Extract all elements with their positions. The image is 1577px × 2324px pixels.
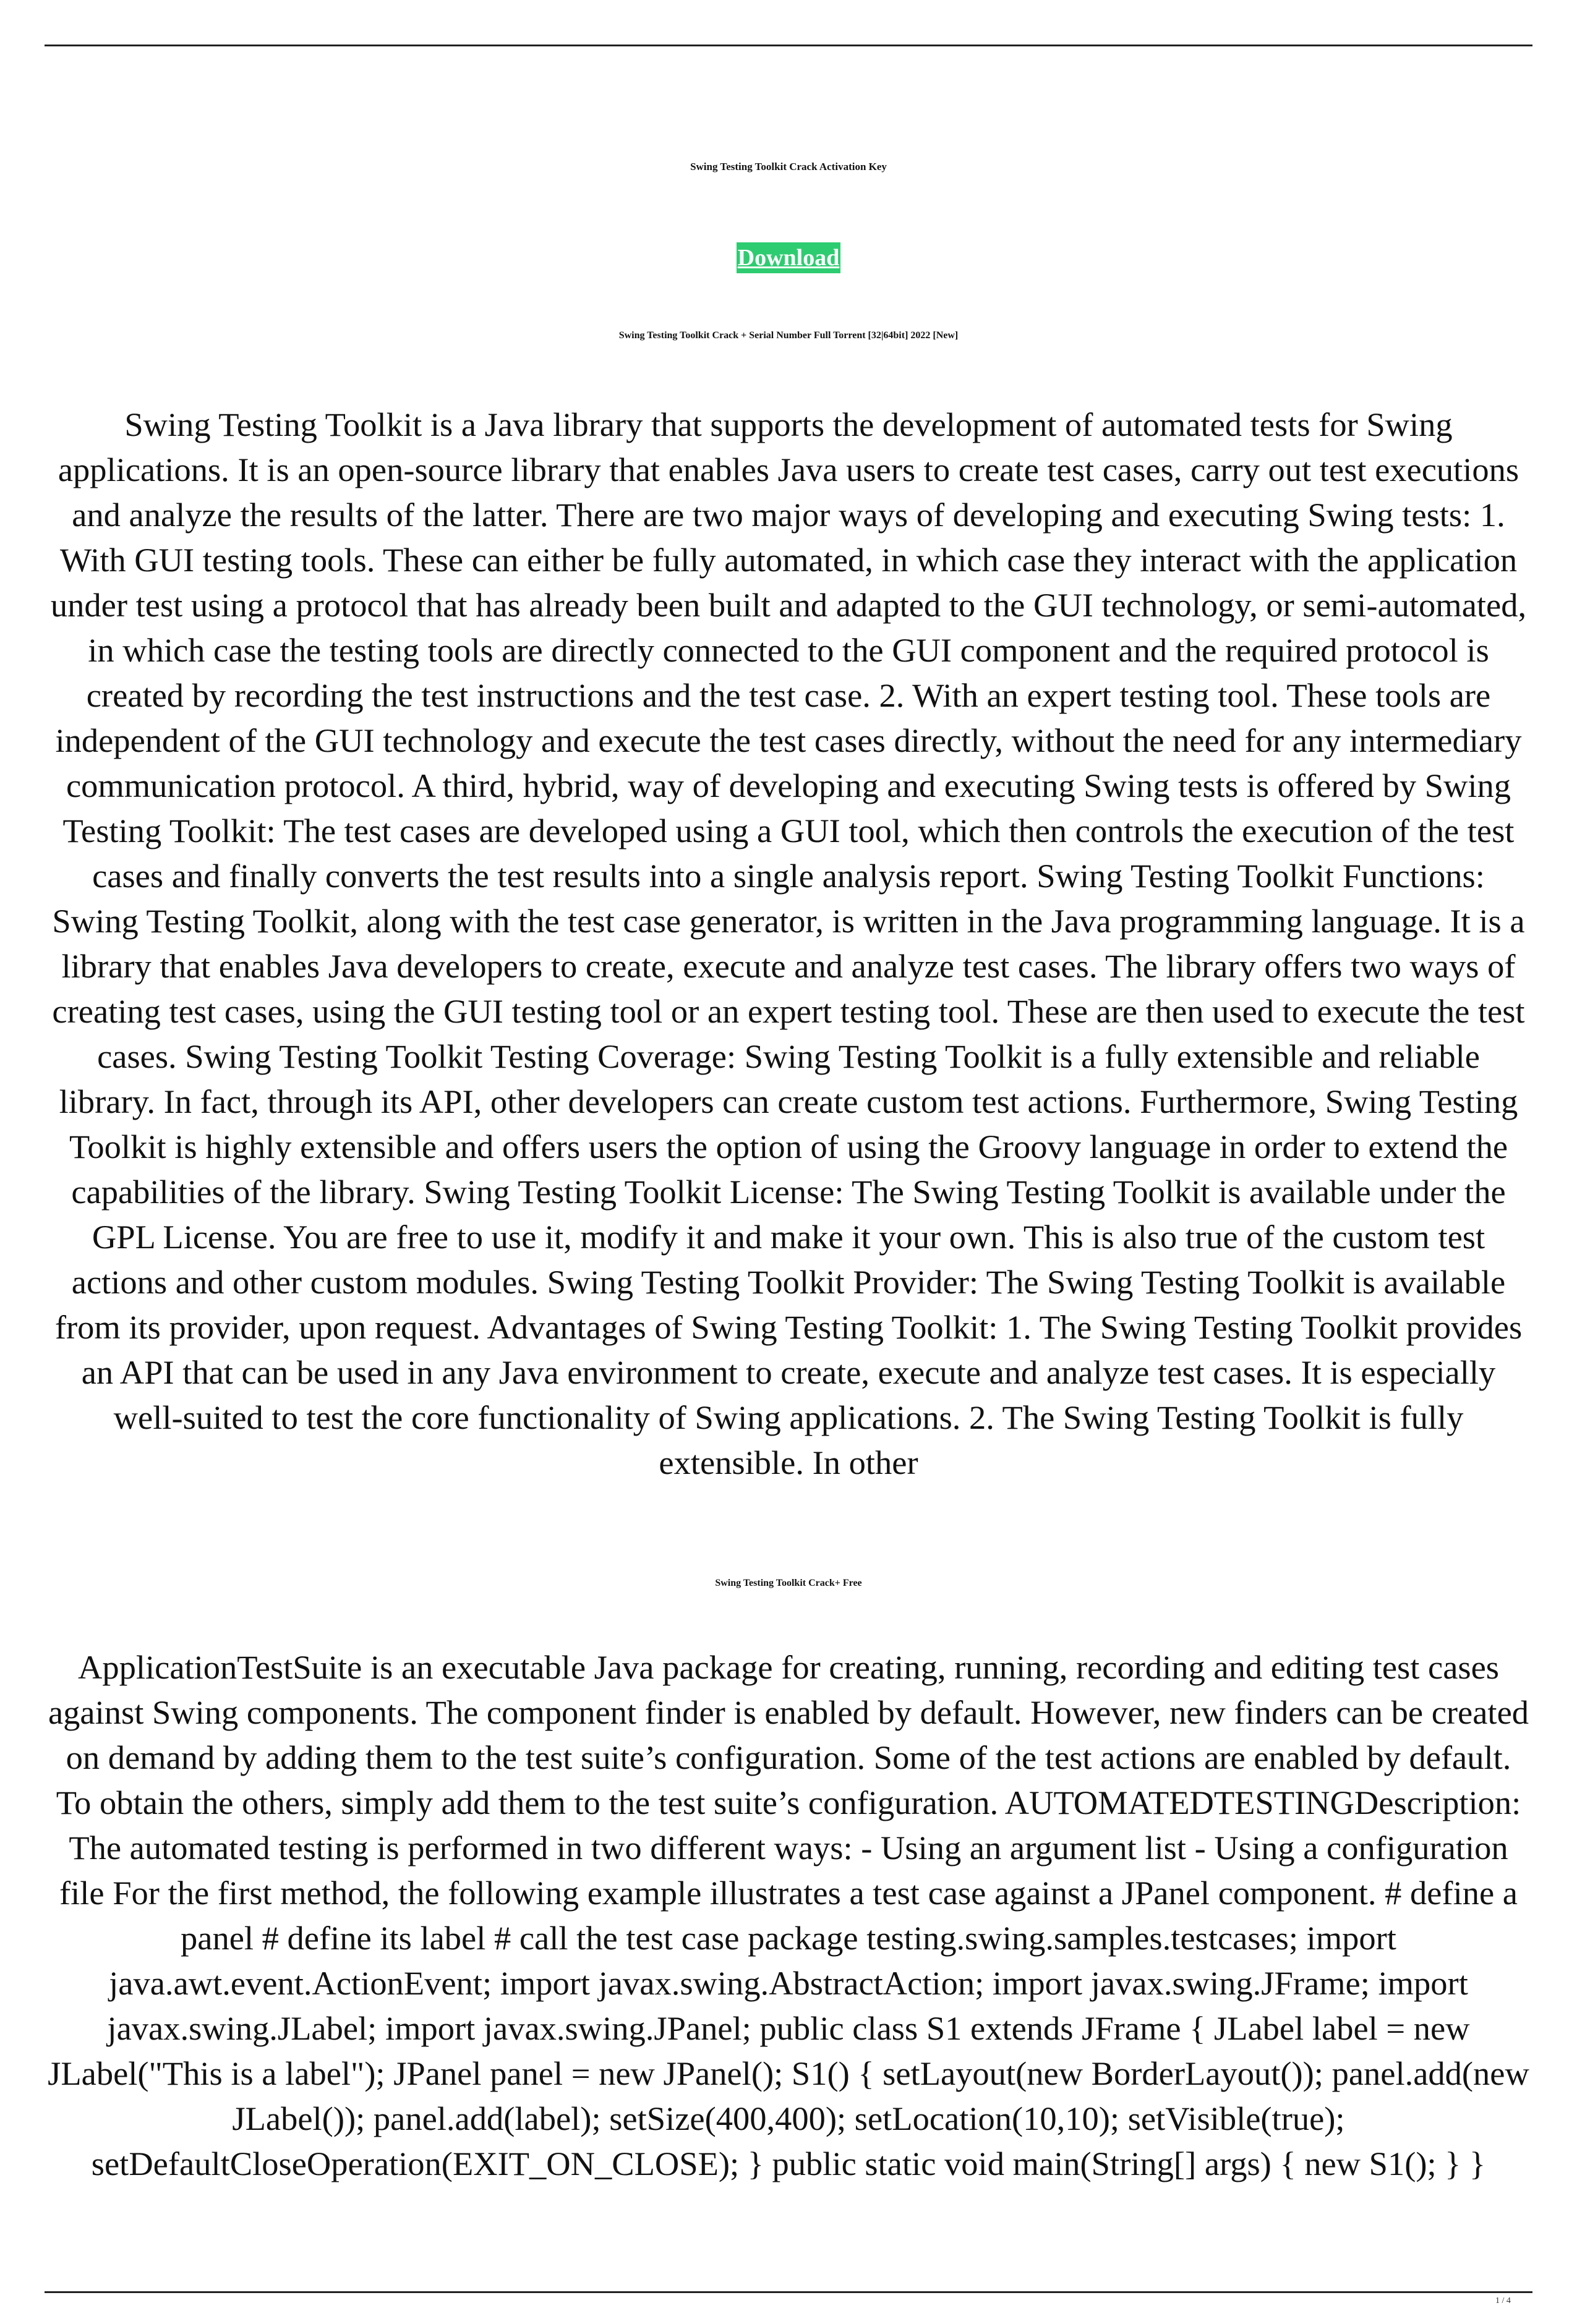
section-body-description: Swing Testing Toolkit is a Java library that supports the development of automated tests for Swing applications. It is an open-source library that enables Java users to create test cases, carry out test executions and analyze the results of the latter. There are two major ways of developing and executing Swing tests: 1. With GUI testing tools. These can either be fully automated, in which case they interact with the application under test using a protocol that has already been built and adapted to the GUI technology, or semi-automated, in which case the testing tools are directly connected to the GUI component and the required protocol is created by recording the test instructions and the test case. 2. With an expert testing tool. These tools are independent of the GUI technology and execute the test cases directly, without the need for any intermediary communication protocol. A third, hybrid, way of developing and executing Swing tests is offered by Swing Testing Toolkit: The test cases are developed using a GUI tool, which then controls the execution of the test cases and finally converts the test results into a single analysis report. Swing Testing Toolkit Functions: Swing Testing Toolkit, along with the test case generator, is written in the Java programming language. It is a library that enables Java developers to create, execute and analyze test cases. The library offers two ways of creating test cases, using the GUI testing tool or an expert testing tool. These are then used to execute the test cases. Swing Testing Toolkit Testing Coverage: Swing Testing Toolkit is a fully extensible and reliable library. In fact, through its API, other developers can create custom test actions. Furthermore, Swing Testing Toolkit is highly extensible and offers users the option of using the Groovy language in order to extend the capabilities of the library. Swing Testing Toolkit License: The Swing Testing Toolkit is available under the GPL License. You are free to use it, modify it and make it your own. This is also true of the custom test actions and other custom modules. Swing Testing Toolkit Provider: The Swing Testing Toolkit is available from its provider, upon request. Advantages of Swing Testing Toolkit: 1. The Swing Testing Toolkit provides an API that can be used in any Java environment to create, execute and analyze test cases. It is especially well-suited to test the core functionality of Swing applications. 2. The Swing Testing Toolkit is fully extensible. In other bbox=[50, 406, 1527, 1481]
section-heading-free: Swing Testing Toolkit Crack+ Free bbox=[715, 1578, 862, 1588]
section-heading-serial: Swing Testing Toolkit Crack + Serial Number Full Torrent [32|64bit] 2022 [New] bbox=[618, 330, 959, 341]
page-title: Swing Testing Toolkit Crack Activation Key bbox=[690, 161, 887, 172]
page-number: 1 / 4 bbox=[1495, 2296, 1511, 2305]
section-body-application-test-suite: ApplicationTestSuite is an executable Java package for creating, running, recording and editing test cases against Swing components. The component finder is enabled by default. However, new finders can be created on demand by adding them to the test suite’s configuration. Some of the test actions are enabled by default. To obtain the others, simply add them to the test suite’s configuration. AUTOMATEDTESTINGDescription: The automated testing is performed in two different ways: - Using an argument list - Using a configuration file For the first method, the following example illustrates a test case against a JPanel component. # define a panel # define its label # call the test case package testing.swing.samples.testcases; import java.awt.event.ActionEvent; import javax.swing.AbstractAction; import javax.swing.JFrame; import javax.swing.JLabel; import javax.swing.JPanel; public class S1 extends JFrame { JLabel label = new JLabel("This is a label"); JPanel panel = new JPanel(); S1() { setLayout(new BorderLayout()); panel.add(new JLabel()); panel.add(label); setSize(400,400); setLocation(10,10); setVisible(true); setDefaultCloseOperation(EXIT_ON_CLOSE); } public static void main(String[] args) { new S1(); } } bbox=[48, 1648, 1529, 2182]
download-container bbox=[0, 242, 1577, 273]
top-divider bbox=[45, 45, 1532, 46]
bottom-divider bbox=[45, 2291, 1532, 2293]
download-button[interactable]: Download bbox=[737, 242, 841, 273]
